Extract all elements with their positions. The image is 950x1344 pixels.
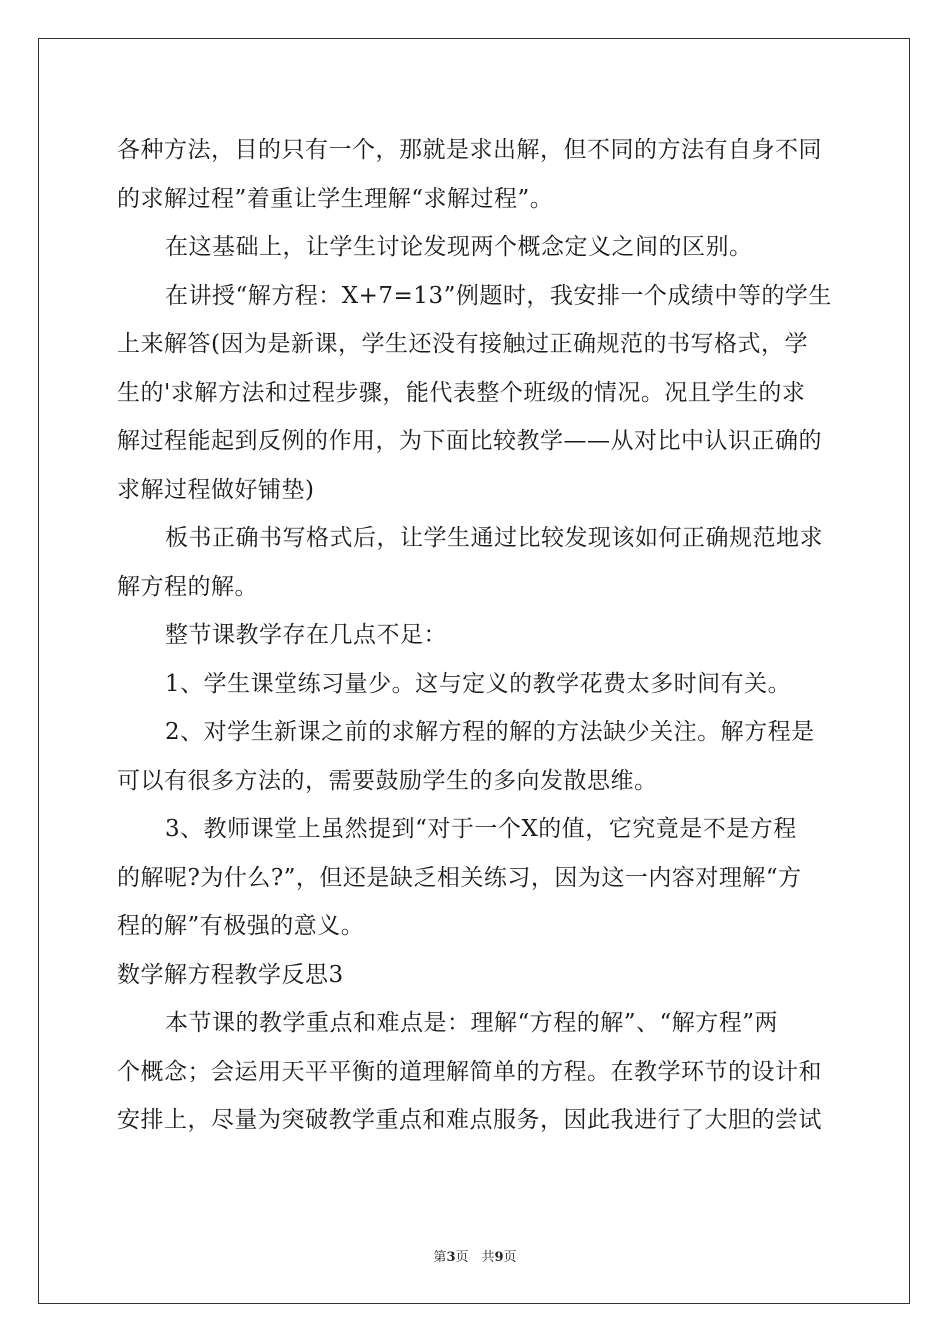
text-line: 本节课的教学重点和难点是：理解“方程的解”、“解方程”两 <box>165 1010 779 1036</box>
text-line: 的求解过程”着重让学生理解“求解过程”。 <box>117 185 554 212</box>
text-line: 解过程能起到反例的作用，为下面比较教学——从对比中认识正确的 <box>117 428 822 454</box>
page-prefix: 第 <box>433 1250 447 1265</box>
current-page-number: 3 <box>446 1250 456 1265</box>
text-line: 个概念；会运用天平平衡的道理解简单的方程。在教学环节的设计和 <box>117 1058 822 1085</box>
text-line: 在这基础上，让学生讨论发现两个概念定义之间的区别。 <box>165 234 753 260</box>
text-line: 解方程的解。 <box>117 573 258 600</box>
text-line: 生的'求解方法和过程步骤，能代表整个班级的情况。况且学生的求 <box>117 379 806 406</box>
page-suffix: 页 <box>503 1250 517 1265</box>
text-line: 各种方法，目的只有一个，那就是求出解，但不同的方法有自身不同 <box>117 137 822 163</box>
text-line: 的解呢?为什么?”，但还是缺乏相关练习，因为这一内容对理解“方 <box>117 864 802 891</box>
text-line: 程的解”有极强的意义。 <box>117 913 365 939</box>
text-line: 板书正确书写格式后，让学生通过比较发现该如何正确规范地求 <box>165 525 823 551</box>
text-line: 可以有很多方法的，需要鼓励学生的多向发散思维。 <box>117 767 658 794</box>
text-line: 2、对学生新课之前的求解方程的解的方法缺少关注。解方程是 <box>165 719 815 745</box>
section-heading: 数学解方程教学反思3 <box>117 961 344 988</box>
text-line: 1、学生课堂练习量少。这与定义的教学花费太多时间有关。 <box>165 670 792 697</box>
document-body <box>117 126 837 1145</box>
text-line: 3、教师课堂上虽然提到“对于一个X的值，它究竟是不是方程 <box>165 816 797 842</box>
text-line: 求解过程做好铺垫) <box>117 476 315 503</box>
total-pages-number: 9 <box>494 1250 504 1265</box>
text-line: 安排上，尽量为突破教学重点和难点服务，因此我进行了大胆的尝试 <box>117 1107 822 1133</box>
text-line: 整节课教学存在几点不足： <box>165 622 447 648</box>
page-mid: 页 共 <box>455 1250 495 1265</box>
page-footer <box>0 1246 950 1265</box>
text-line: 在讲授“解方程：X+7=13”例题时，我安排一个成绩中等的学生 <box>165 282 832 309</box>
text-line: 上来解答(因为是新课，学生还没有接触过正确规范的书写格式，学 <box>117 331 808 357</box>
